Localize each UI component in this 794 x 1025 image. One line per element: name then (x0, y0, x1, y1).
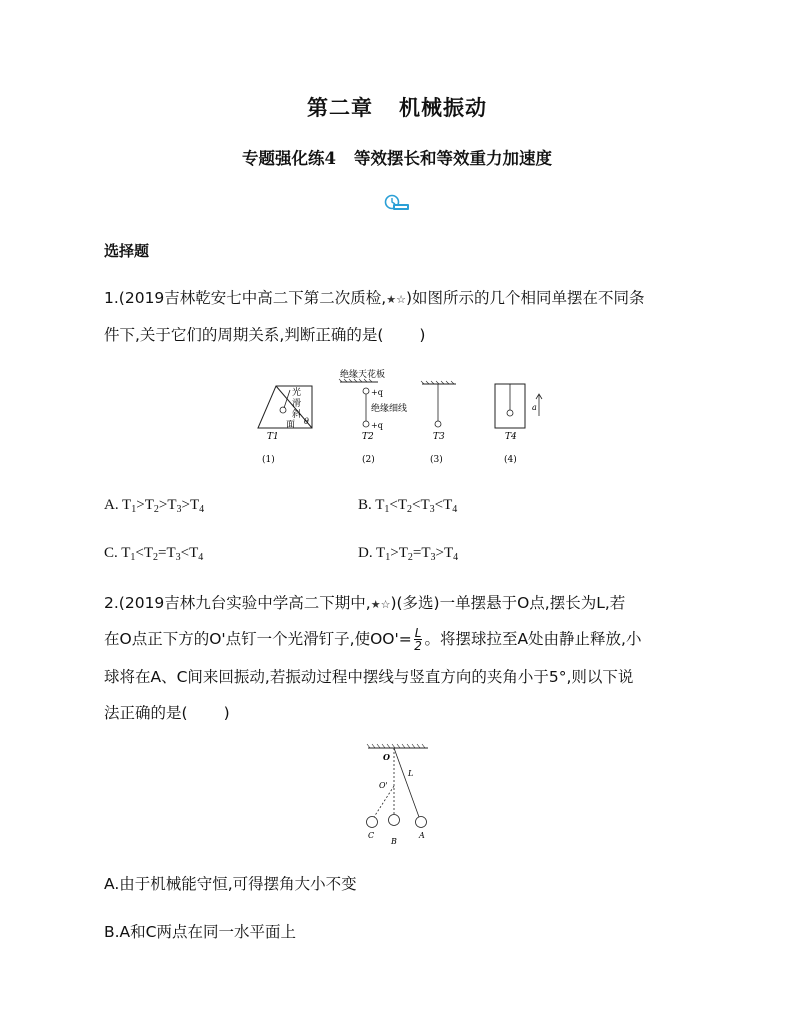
q1-option-d[interactable]: D. $T_1>T_2=T_3>T_4$ (358, 545, 459, 563)
q1-line-1 (104, 286, 645, 308)
t3-label: T3 (433, 432, 445, 442)
q2-line-2b: 。将摆球拉至A处由静止释放,小 (424, 630, 642, 648)
q2-line-3: 球将在A、C间来回振动,若振动过程中摆线与竖直方向的夹角小于5°,则以下说 (104, 668, 634, 686)
q1-stem-a: )如图所示的几个相同单摆在不同条 (405, 289, 645, 307)
fraction: $\frac{L}{2}$ (414, 626, 422, 653)
point-c: C (368, 831, 375, 840)
elevator-pendulum-diagram (495, 384, 542, 465)
section-title: 选择题 (104, 242, 150, 260)
charge-bottom-label: +q (371, 421, 383, 430)
t4-label: T4 (505, 432, 517, 442)
point-a: A (419, 831, 425, 840)
emblem-icon (384, 194, 410, 212)
caption-3: (3) (430, 455, 443, 465)
q1-option-c[interactable]: C. $T_1<T_2=T_3<T_4$ (104, 545, 204, 563)
accel-label: a (532, 403, 537, 412)
slope-label-1: 光 (292, 388, 302, 398)
q1-line-2 (104, 323, 425, 345)
point-b: B (391, 837, 397, 846)
slope-label-3: 斜 (292, 410, 302, 420)
t2-label: T2 (362, 432, 374, 442)
q1-stem-b-end: ) (419, 326, 426, 344)
theta-label: θ (304, 417, 309, 426)
caption-2: (2) (362, 455, 375, 465)
difficulty-star-icon: ★☆ (370, 598, 391, 611)
topic-name: 等效摆长和等效重力加速度 (353, 149, 552, 168)
q1-figure (250, 368, 550, 470)
difficulty-star-icon: ★☆ (386, 293, 406, 306)
ceiling-label: 绝缘天花板 (340, 370, 386, 380)
thread-label: 绝缘细线 (371, 404, 408, 414)
point-o-prime: O' (379, 781, 388, 790)
q2-line-1 (104, 591, 625, 613)
q1-source: (2019吉林乾安七中高二下第二次质检, (118, 289, 387, 307)
q2-number: 2. (104, 594, 119, 612)
q2-option-a[interactable]: A.由于机械能守恒,可得摆角大小不变 (104, 875, 357, 893)
simple-pendulum-diagram (421, 381, 456, 465)
q2-line-2a: 在O点正下方的O'点钉一个光滑钉子,使OO'= (104, 630, 412, 648)
caption-4: (4) (504, 455, 517, 465)
charged-pendulum-diagram (339, 368, 407, 465)
q2-line-4: 法正确的是( ) (104, 704, 230, 722)
q2-source: (2019吉林九台实验中学高二下期中, (118, 594, 371, 612)
t1-label: T1 (267, 432, 279, 442)
charge-top-label: +q (371, 388, 383, 397)
point-o: O (383, 752, 390, 762)
slope-label-2: 滑 (292, 399, 302, 409)
q1-option-a[interactable]: A. $T_1>T_2>T_3>T_4$ (104, 497, 205, 515)
q1-number: 1. (104, 289, 119, 307)
topic-title (0, 145, 794, 169)
incline-diagram (258, 386, 312, 465)
chapter-number: 第二章 (307, 95, 373, 120)
q1-stem-b: 件下,关于它们的周期关系,判断正确的是( (104, 326, 384, 344)
slope-label-4: 面 (286, 420, 296, 430)
topic-number: 专题强化练4 (242, 149, 336, 168)
chapter-name: 机械振动 (399, 95, 487, 120)
q2-line-2 (104, 627, 641, 652)
q2-pendulum-figure (360, 742, 440, 846)
q2-option-b[interactable]: B.A和C两点在同一水平面上 (104, 923, 296, 941)
caption-1: (1) (262, 455, 275, 465)
q2-line-1-text: )(多选)一单摆悬于O点,摆长为L,若 (390, 594, 626, 612)
chapter-title (0, 92, 794, 122)
q1-option-b[interactable]: B. $T_1<T_2<T_3<T_4$ (358, 497, 458, 515)
length-l: L (408, 769, 414, 778)
